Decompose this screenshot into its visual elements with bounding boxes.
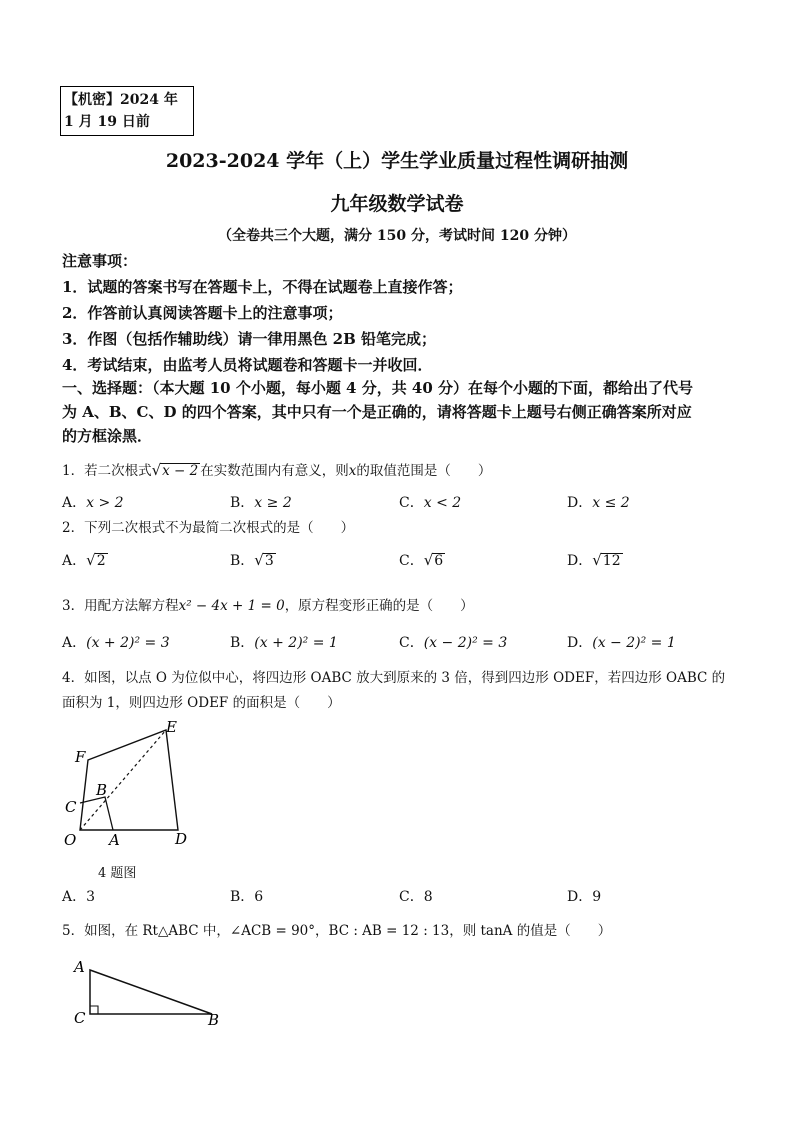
- confidential-line2: 1 月 19 日前: [64, 114, 150, 130]
- diagonal-oe: [80, 730, 166, 830]
- q2-option-a[interactable]: A．√2: [62, 551, 106, 569]
- q1-stem-c: 的取值范围是（ ）: [356, 463, 492, 479]
- quad-odef: [80, 730, 178, 830]
- q1-option-a[interactable]: A．x > 2: [62, 495, 124, 511]
- question-4-line1: 4．如图，以点 O 为位似中心，将四边形 OABC 放大到原来的 3 倍，得到四边形 ODEF，若四边形 OABC 的: [62, 670, 726, 686]
- label-F: F: [75, 748, 86, 766]
- notice-item-2: 2．作答前认真阅读答题卡上的注意事项；: [62, 304, 343, 322]
- label-D: D: [175, 830, 188, 848]
- question-3-stem: 3．用配方法解方程x² − 4x + 1 = 0，原方程变形正确的是（ ）: [62, 598, 474, 614]
- notice-item-1: 1．试题的答案书写在答题卡上，不得在试题卷上直接作答；: [62, 278, 463, 296]
- q4-option-d[interactable]: D．9: [567, 889, 602, 905]
- section1-line3: 的方框涂黑．: [62, 427, 153, 445]
- triangle-abc: [90, 970, 212, 1014]
- q2-option-d[interactable]: D．√12: [567, 551, 621, 569]
- right-angle-mark: [90, 1006, 98, 1014]
- q3-option-a[interactable]: A．(x + 2)² = 3: [62, 635, 170, 651]
- exam-title: 2023-2024 学年（上）学生学业质量过程性调研抽测: [165, 150, 629, 172]
- q2-option-b[interactable]: B．√3: [230, 551, 274, 569]
- exam-subtitle: 九年级数学试卷: [330, 193, 464, 215]
- question-1-stem: 1．若二次根式√x − 2 在实数范围内有意义，则x的取值范围是（ ）: [62, 461, 492, 479]
- section1-line1: 一、选择题：（本大题 10 个小题，每小题 4 分，共 40 分）在每个小题的下面，都给出了代号: [62, 379, 694, 397]
- q5-figure: [62, 950, 232, 1032]
- notices-heading: 注意事项：: [62, 252, 138, 270]
- label-A: A: [74, 958, 85, 976]
- q2-option-c[interactable]: C．√6: [399, 551, 444, 569]
- q3-option-c[interactable]: C．(x − 2)² = 3: [399, 635, 508, 651]
- question-4-line2: 面积为 1，则四边形 ODEF 的面积是（ ）: [62, 695, 341, 711]
- notice-item-3: 3．作图（包括作辅助线）请一律用黑色 2B 铅笔完成；: [62, 330, 436, 348]
- label-C: C: [65, 798, 77, 816]
- section1-line2: 为 A、B、C、D 的四个答案，其中只有一个是正确的，请将答题卡上题号右侧正确答案所对应: [62, 403, 692, 421]
- q4-option-a[interactable]: A．3: [62, 889, 96, 905]
- label-E: E: [166, 718, 177, 736]
- q3-option-b[interactable]: B．(x + 2)² = 1: [230, 635, 338, 651]
- q3-equation: x² − 4x + 1 = 0: [178, 598, 285, 614]
- label-A: A: [109, 831, 120, 849]
- q1-stem-a: 1．若二次根式: [62, 463, 152, 479]
- question-2-stem: 2．下列二次根式不为最简二次根式的是（ ）: [62, 520, 355, 536]
- notice-item-4: 4．考试结束，由监考人员将试题卷和答题卡一并收回．: [62, 356, 433, 374]
- q1-option-c[interactable]: C．x < 2: [399, 495, 462, 511]
- q4-option-b[interactable]: B．6: [230, 889, 264, 905]
- q1-stem-b: 在实数范围内有意义，则: [200, 463, 349, 479]
- q4-option-c[interactable]: C．8: [399, 889, 433, 905]
- label-O: O: [64, 831, 77, 849]
- confidential-line1: 【机密】2024 年: [64, 92, 178, 108]
- q1-option-d[interactable]: D．x ≤ 2: [567, 495, 630, 511]
- q1-option-b[interactable]: B．x ≥ 2: [230, 495, 292, 511]
- q1-radicand: x − 2: [162, 463, 199, 479]
- q4-figure-caption: 4 题图: [98, 866, 137, 881]
- q3-option-d[interactable]: D．(x − 2)² = 1: [567, 635, 676, 651]
- q1-var: x: [348, 463, 357, 479]
- question-5-stem: 5．如图，在 Rt△ABC 中，∠ACB = 90°，BC : AB = 12 : 13，则 tanA 的值是（ ）: [62, 923, 612, 939]
- label-B: B: [96, 781, 108, 799]
- q4-figure: [58, 718, 208, 850]
- label-B: B: [208, 1011, 220, 1029]
- exam-note: （全卷共三个大题，满分 150 分，考试时间 120 分钟）: [218, 228, 576, 244]
- label-C: C: [74, 1009, 86, 1027]
- confidential-box: [60, 86, 194, 136]
